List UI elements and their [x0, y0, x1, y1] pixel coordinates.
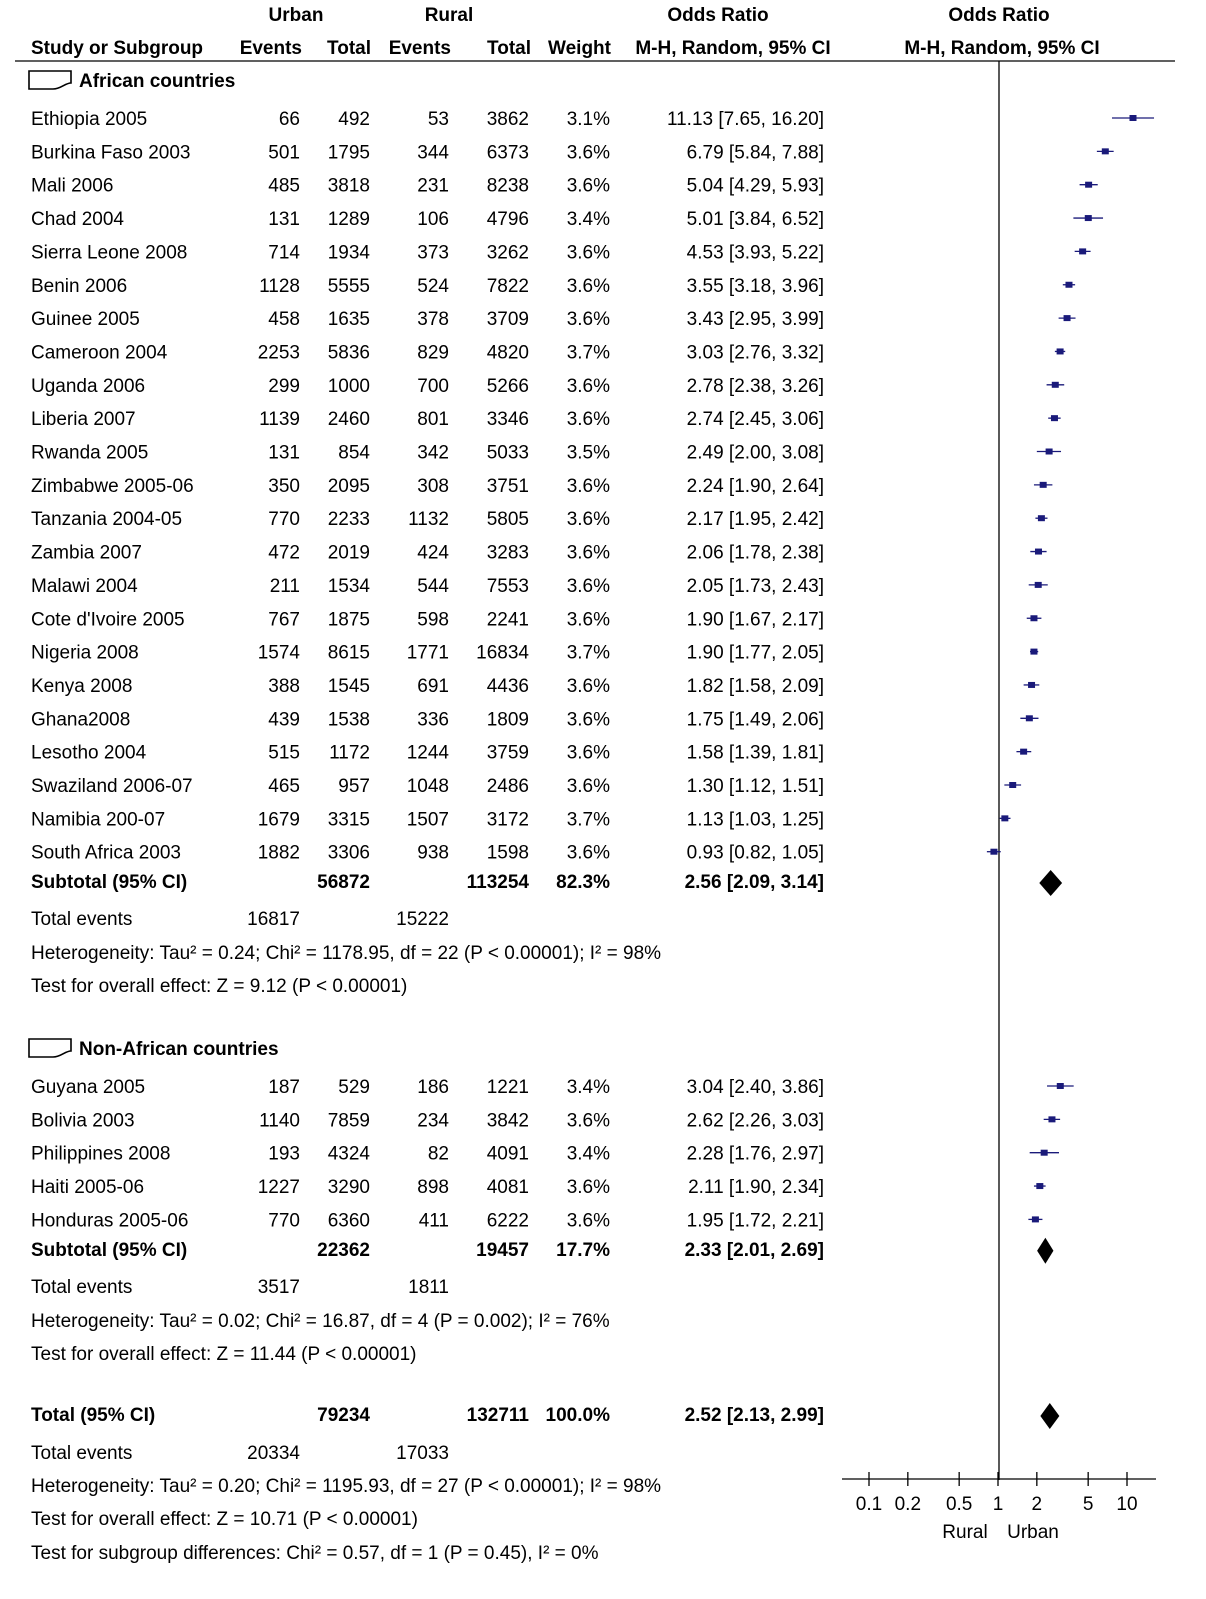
urban-total: 7859 — [327, 1110, 370, 1132]
rural-events: 53 — [427, 109, 449, 130]
study-name: Malawi 2004 — [31, 575, 138, 597]
rural-total: 5033 — [486, 442, 529, 464]
odds-ratio-plot-title: Odds Ratio — [948, 5, 1050, 26]
subtotal-odds-ratio: 2.33 [2.01, 2.69] — [684, 1239, 824, 1261]
rural-total: 4436 — [486, 675, 529, 697]
study-weight: 3.7% — [566, 342, 610, 364]
x-tick-label: 0.5 — [945, 1494, 973, 1515]
total-events-label: Total events — [31, 1276, 133, 1298]
subtotal-urban-total: 56872 — [317, 872, 370, 894]
rural-events: 544 — [417, 575, 449, 597]
rural-events: 411 — [418, 1210, 449, 1232]
x-tick-label: 5 — [1082, 1494, 1094, 1515]
urban-events: 1227 — [257, 1177, 300, 1199]
rural-events: 82 — [427, 1143, 449, 1165]
rural-total: 4091 — [486, 1143, 529, 1165]
point-estimate-marker — [1048, 1116, 1055, 1122]
point-estimate-marker — [1085, 182, 1092, 188]
rural-events: 700 — [417, 375, 449, 397]
point-estimate-marker — [1035, 549, 1042, 555]
col-total2-header: Total — [487, 38, 531, 59]
rural-events: 106 — [417, 209, 449, 231]
study-weight: 3.7% — [566, 642, 610, 664]
study-weight: 3.6% — [566, 842, 610, 864]
urban-total: 5555 — [327, 275, 370, 297]
urban-events: 485 — [268, 175, 300, 197]
urban-events: 350 — [268, 475, 300, 497]
urban-total: 1172 — [329, 742, 370, 764]
rural-total: 4820 — [486, 342, 529, 364]
total-events-label: Total events — [31, 1443, 133, 1464]
study-odds-ratio: 5.01 [3.84, 6.52] — [686, 209, 824, 231]
study-name: Swaziland 2006-07 — [31, 776, 193, 797]
rural-total: 1809 — [486, 709, 529, 731]
study-weight: 3.6% — [566, 742, 610, 764]
study-weight: 3.6% — [566, 609, 610, 631]
rural-events: 801 — [417, 409, 449, 431]
axis-label-rural: Rural — [942, 1522, 988, 1543]
study-name: Tanzania 2004-05 — [31, 509, 183, 531]
x-tick-label: 2 — [1031, 1494, 1043, 1515]
overall-weight: 100.0% — [545, 1405, 610, 1426]
point-estimate-marker — [1001, 815, 1008, 821]
urban-events: 767 — [268, 609, 300, 631]
subtotal-label: Subtotal (95% CI) — [31, 1239, 188, 1261]
study-weight: 3.6% — [566, 1210, 610, 1232]
urban-total: 1635 — [327, 309, 370, 331]
subtotal-urban-total: 22362 — [317, 1239, 370, 1261]
group1-header: Urban — [268, 5, 324, 26]
study-odds-ratio: 2.11 [1.90, 2.34] — [688, 1177, 824, 1199]
rural-events: 1244 — [406, 742, 449, 764]
urban-total: 1875 — [327, 609, 370, 631]
urban-events: 193 — [268, 1143, 300, 1165]
point-estimate-marker — [1052, 382, 1059, 388]
point-estimate-marker — [990, 849, 997, 855]
study-odds-ratio: 1.90 [1.77, 2.05] — [686, 642, 824, 664]
study-weight: 3.6% — [566, 409, 610, 431]
rural-total: 3759 — [486, 742, 529, 764]
rural-total: 1221 — [486, 1077, 529, 1098]
rural-total: 5266 — [486, 375, 529, 397]
study-odds-ratio: 5.04 [4.29, 5.93] — [686, 175, 824, 197]
overall-heterogeneity-stat: Heterogeneity: Tau² = 0.20; Chi² = 1195.93, df = 27 (P < 0.00001); I² = 98% — [31, 1476, 662, 1497]
urban-events: 131 — [268, 442, 300, 464]
subgroup-header: African countries — [79, 71, 236, 92]
study-odds-ratio: 1.75 [1.49, 2.06] — [686, 709, 824, 731]
study-odds-ratio: 2.78 [2.38, 3.26] — [686, 375, 824, 397]
point-estimate-marker — [1085, 215, 1092, 221]
rural-events: 344 — [417, 142, 449, 164]
rural-events: 829 — [417, 342, 449, 364]
urban-events: 1139 — [259, 409, 300, 431]
rural-total: 2241 — [486, 609, 529, 631]
rural-total: 3172 — [486, 809, 529, 831]
overall-effect-stat: Test for overall effect: Z = 10.71 (P < 0.00001) — [31, 1509, 418, 1530]
overall-label: Total (95% CI) — [31, 1405, 156, 1426]
table-header — [31, 5, 1100, 59]
urban-total: 854 — [338, 442, 370, 464]
total-events-label: Total events — [31, 909, 133, 931]
col-study-header: Study or Subgroup — [31, 38, 204, 59]
total-urban-events: 3517 — [257, 1276, 300, 1298]
urban-events: 770 — [268, 509, 300, 531]
rural-total: 3862 — [486, 109, 529, 130]
urban-total: 1545 — [327, 675, 370, 697]
study-name: Ethiopia 2005 — [31, 109, 148, 130]
study-name: Kenya 2008 — [31, 675, 133, 697]
overall-diamond — [1040, 1403, 1059, 1429]
urban-total: 1795 — [327, 142, 370, 164]
study-name: Namibia 200-07 — [31, 809, 166, 831]
urban-total: 2095 — [327, 475, 370, 497]
urban-events: 472 — [268, 542, 300, 564]
rural-events: 1048 — [406, 776, 449, 797]
overall-rural-total: 132711 — [466, 1405, 529, 1426]
rural-total: 3709 — [486, 309, 529, 331]
rural-total: 16834 — [476, 642, 529, 664]
urban-events: 501 — [268, 142, 300, 164]
table-rows — [29, 71, 1154, 1564]
point-estimate-marker — [1065, 282, 1072, 288]
study-name: Nigeria 2008 — [31, 642, 139, 664]
urban-events: 299 — [268, 375, 300, 397]
x-tick-label: 0.2 — [894, 1494, 922, 1515]
urban-events: 770 — [268, 1210, 300, 1232]
overall-urban-total: 79234 — [317, 1405, 370, 1426]
study-weight: 3.6% — [566, 175, 610, 197]
study-name: Lesotho 2004 — [31, 742, 147, 764]
urban-total: 3818 — [327, 175, 370, 197]
point-estimate-marker — [1051, 415, 1058, 421]
study-name: Mali 2006 — [31, 175, 114, 197]
urban-events: 1128 — [259, 275, 300, 297]
rural-events: 186 — [417, 1077, 449, 1098]
study-weight: 3.6% — [566, 475, 610, 497]
urban-events: 1574 — [257, 642, 300, 664]
point-estimate-marker — [1057, 1083, 1064, 1089]
study-name: Sierra Leone 2008 — [31, 242, 188, 264]
heterogeneity-stat: Heterogeneity: Tau² = 0.02; Chi² = 16.87, df = 4 (P = 0.002); I² = 76% — [31, 1310, 610, 1332]
overall-odds-ratio: 2.52 [2.13, 2.99] — [684, 1405, 824, 1426]
x-tick-label: 10 — [1116, 1494, 1138, 1515]
urban-events: 458 — [268, 309, 300, 331]
urban-total: 5836 — [327, 342, 370, 364]
point-estimate-marker — [1041, 1150, 1048, 1156]
overall-effect-stat: Test for overall effect: Z = 11.44 (P < 0.00001) — [31, 1343, 417, 1365]
urban-events: 515 — [268, 742, 300, 764]
urban-total: 6360 — [327, 1210, 370, 1232]
urban-events: 2253 — [257, 342, 300, 364]
x-tick-label: 0.1 — [855, 1494, 883, 1515]
urban-events: 66 — [278, 109, 300, 130]
study-name: Cote d'Ivoire 2005 — [31, 609, 185, 631]
urban-total: 1934 — [327, 242, 370, 264]
study-weight: 3.6% — [566, 375, 610, 397]
rural-events: 598 — [417, 609, 449, 631]
study-odds-ratio: 1.90 [1.67, 2.17] — [686, 609, 824, 631]
rural-total: 3283 — [486, 542, 529, 564]
study-odds-ratio: 2.05 [1.73, 2.43] — [686, 575, 824, 597]
point-estimate-marker — [1129, 115, 1136, 121]
study-weight: 3.1% — [566, 109, 610, 130]
col-total1-header: Total — [327, 38, 371, 59]
subgroup-folder-icon — [29, 1039, 71, 1057]
col-events1-header: Events — [239, 38, 302, 59]
rural-events: 691 — [417, 675, 449, 697]
urban-total: 1000 — [327, 375, 370, 397]
study-odds-ratio: 2.74 [2.45, 3.06] — [686, 409, 824, 431]
urban-total: 3290 — [327, 1177, 370, 1199]
study-name: Cameroon 2004 — [31, 342, 168, 364]
urban-total: 529 — [338, 1077, 370, 1098]
study-odds-ratio: 1.30 [1.12, 1.51] — [686, 776, 824, 797]
study-odds-ratio: 0.93 [0.82, 1.05] — [686, 842, 824, 864]
study-name: Bolivia 2003 — [31, 1110, 135, 1132]
point-estimate-marker — [1057, 348, 1064, 354]
study-odds-ratio: 4.53 [3.93, 5.22] — [686, 242, 824, 264]
study-name: Ghana2008 — [31, 709, 131, 731]
point-estimate-marker — [1030, 615, 1037, 621]
study-weight: 3.6% — [566, 542, 610, 564]
total-rural-events: 17033 — [396, 1443, 449, 1464]
urban-events: 1679 — [257, 809, 300, 831]
urban-events: 714 — [268, 242, 300, 264]
study-odds-ratio: 2.28 [1.76, 2.97] — [686, 1143, 824, 1165]
rural-events: 1771 — [406, 642, 449, 664]
urban-events: 465 — [268, 776, 300, 797]
subgroup-header: Non-African countries — [79, 1039, 279, 1060]
study-name: Zimbabwe 2005-06 — [31, 475, 194, 497]
study-odds-ratio: 3.55 [3.18, 3.96] — [686, 275, 824, 297]
rural-events: 938 — [417, 842, 449, 864]
urban-total: 492 — [338, 109, 370, 130]
total-urban-events: 20334 — [247, 1443, 300, 1464]
point-estimate-marker — [1028, 682, 1035, 688]
urban-events: 211 — [269, 575, 300, 597]
urban-events: 1882 — [257, 842, 300, 864]
urban-total: 2019 — [327, 542, 370, 564]
study-odds-ratio: 3.43 [2.95, 3.99] — [686, 309, 824, 331]
urban-total: 2233 — [327, 509, 370, 531]
point-estimate-marker — [1040, 482, 1047, 488]
rural-events: 524 — [417, 275, 449, 297]
point-estimate-marker — [1046, 449, 1053, 455]
rural-events: 336 — [417, 709, 449, 731]
urban-total: 3306 — [327, 842, 370, 864]
rural-events: 231 — [417, 175, 449, 197]
rural-events: 308 — [417, 475, 449, 497]
rural-events: 342 — [417, 442, 449, 464]
subgroup-folder-icon — [29, 71, 71, 89]
subtotal-rural-total: 19457 — [476, 1239, 529, 1261]
rural-events: 378 — [417, 309, 449, 331]
study-name: South Africa 2003 — [31, 842, 181, 864]
col-ci-table-header: M-H, Random, 95% CI — [635, 38, 831, 59]
study-weight: 3.6% — [566, 275, 610, 297]
subtotal-weight: 17.7% — [556, 1239, 610, 1261]
study-weight: 3.6% — [566, 709, 610, 731]
study-name: Haiti 2005-06 — [31, 1177, 145, 1199]
study-name: Zambia 2007 — [31, 542, 142, 564]
col-ci-plot-header: M-H, Random, 95% CI — [904, 38, 1100, 59]
rural-total: 1598 — [486, 842, 529, 864]
rural-total: 5805 — [486, 509, 529, 531]
point-estimate-marker — [1009, 782, 1016, 788]
study-odds-ratio: 2.17 [1.95, 2.42] — [686, 509, 824, 531]
rural-events: 234 — [417, 1110, 449, 1132]
study-weight: 3.6% — [566, 509, 610, 531]
study-name: Guinee 2005 — [31, 309, 140, 331]
urban-total: 1534 — [327, 575, 370, 597]
total-rural-events: 1811 — [408, 1276, 449, 1298]
rural-total: 3346 — [486, 409, 529, 431]
rural-total: 3262 — [486, 242, 529, 264]
study-weight: 3.5% — [566, 442, 610, 464]
study-name: Rwanda 2005 — [31, 442, 149, 464]
point-estimate-marker — [1036, 1183, 1043, 1189]
study-weight: 3.4% — [566, 1077, 610, 1098]
urban-events: 439 — [268, 709, 300, 731]
study-weight: 3.4% — [566, 209, 610, 231]
urban-total: 4324 — [327, 1143, 370, 1165]
point-estimate-marker — [1038, 515, 1045, 521]
heterogeneity-stat: Heterogeneity: Tau² = 0.24; Chi² = 1178.95, df = 22 (P < 0.00001); I² = 98% — [31, 943, 662, 965]
point-estimate-marker — [1035, 582, 1042, 588]
group2-header: Rural — [424, 5, 474, 26]
urban-events: 1140 — [259, 1110, 300, 1132]
study-weight: 3.6% — [566, 142, 610, 164]
subgroup-differences-stat: Test for subgroup differences: Chi² = 0.57, df = 1 (P = 0.45), I² = 0% — [31, 1543, 599, 1564]
rural-events: 898 — [417, 1177, 449, 1199]
col-events2-header: Events — [388, 38, 451, 59]
urban-total: 2460 — [327, 409, 370, 431]
rural-events: 373 — [417, 242, 449, 264]
subtotal-weight: 82.3% — [556, 872, 610, 894]
x-axis — [842, 1472, 1156, 1543]
subtotal-rural-total: 113254 — [466, 872, 529, 894]
urban-total: 3315 — [327, 809, 370, 831]
study-name: Guyana 2005 — [31, 1077, 146, 1098]
overall-effect-stat: Test for overall effect: Z = 9.12 (P < 0.00001) — [31, 976, 408, 998]
rural-total: 3751 — [486, 475, 529, 497]
study-odds-ratio: 1.13 [1.03, 1.25] — [686, 809, 824, 831]
study-name: Uganda 2006 — [31, 375, 146, 397]
point-estimate-marker — [1020, 749, 1027, 755]
urban-events: 388 — [268, 675, 300, 697]
rural-total: 6222 — [486, 1210, 529, 1232]
study-odds-ratio: 2.06 [1.78, 2.38] — [686, 542, 824, 564]
study-name: Philippines 2008 — [31, 1143, 171, 1165]
odds-ratio-table-title: Odds Ratio — [667, 5, 769, 26]
subtotal-odds-ratio: 2.56 [2.09, 3.14] — [684, 872, 824, 894]
study-name: Chad 2004 — [31, 209, 124, 231]
urban-events: 187 — [268, 1077, 300, 1098]
study-odds-ratio: 2.62 [2.26, 3.03] — [686, 1110, 824, 1132]
rural-total: 4081 — [486, 1177, 529, 1199]
rural-total: 3842 — [486, 1110, 529, 1132]
point-estimate-marker — [1030, 649, 1037, 655]
study-weight: 3.6% — [566, 309, 610, 331]
total-urban-events: 16817 — [247, 909, 300, 931]
study-weight: 3.6% — [566, 1110, 610, 1132]
study-weight: 3.6% — [566, 1177, 610, 1199]
study-weight: 3.7% — [566, 809, 610, 831]
urban-total: 1289 — [327, 209, 370, 231]
rural-events: 1132 — [408, 509, 449, 531]
study-weight: 3.6% — [566, 242, 610, 264]
study-name: Liberia 2007 — [31, 409, 136, 431]
study-odds-ratio: 3.03 [2.76, 3.32] — [686, 342, 824, 364]
study-odds-ratio: 1.82 [1.58, 2.09] — [686, 675, 824, 697]
point-estimate-marker — [1032, 1216, 1039, 1222]
study-odds-ratio: 6.79 [5.84, 7.88] — [686, 142, 824, 164]
urban-events: 131 — [268, 209, 300, 231]
study-name: Honduras 2005-06 — [31, 1210, 189, 1232]
rural-total: 6373 — [486, 142, 529, 164]
rural-total: 2486 — [486, 776, 529, 797]
study-weight: 3.6% — [566, 675, 610, 697]
col-weight-header: Weight — [548, 38, 611, 59]
point-estimate-marker — [1079, 248, 1086, 254]
rural-events: 1507 — [406, 809, 449, 831]
x-tick-label: 1 — [992, 1494, 1004, 1515]
study-weight: 3.6% — [566, 776, 610, 797]
rural-total: 7822 — [486, 275, 529, 297]
urban-total: 1538 — [327, 709, 370, 731]
study-odds-ratio: 11.13 [7.65, 16.20] — [666, 109, 824, 130]
subtotal-label: Subtotal (95% CI) — [31, 872, 188, 894]
axis-label-urban: Urban — [1007, 1522, 1059, 1543]
study-weight: 3.6% — [566, 575, 610, 597]
study-odds-ratio: 2.49 [2.00, 3.08] — [686, 442, 824, 464]
rural-total: 8238 — [486, 175, 529, 197]
study-name: Burkina Faso 2003 — [31, 142, 191, 164]
urban-total: 957 — [338, 776, 370, 797]
point-estimate-marker — [1026, 715, 1033, 721]
subtotal-diamond — [1037, 1238, 1053, 1264]
urban-total: 8615 — [327, 642, 370, 664]
point-estimate-marker — [1064, 315, 1071, 321]
study-odds-ratio: 2.24 [1.90, 2.64] — [686, 475, 824, 497]
rural-total: 7553 — [486, 575, 529, 597]
study-weight: 3.4% — [566, 1143, 610, 1165]
subtotal-diamond — [1039, 870, 1062, 896]
rural-total: 4796 — [486, 209, 529, 231]
rural-events: 424 — [417, 542, 449, 564]
study-odds-ratio: 1.95 [1.72, 2.21] — [686, 1210, 824, 1232]
study-name: Benin 2006 — [31, 275, 128, 297]
study-odds-ratio: 3.04 [2.40, 3.86] — [686, 1077, 824, 1098]
study-odds-ratio: 1.58 [1.39, 1.81] — [686, 742, 824, 764]
total-rural-events: 15222 — [396, 909, 449, 931]
point-estimate-marker — [1102, 148, 1109, 154]
